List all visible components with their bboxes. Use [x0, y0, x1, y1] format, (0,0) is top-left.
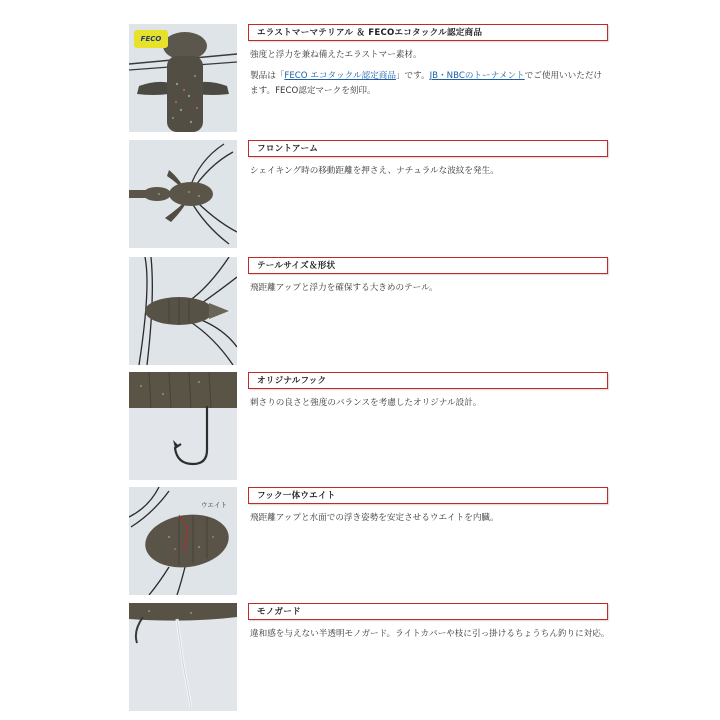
section-description — [250, 627, 610, 648]
section-title — [248, 24, 608, 41]
section-description — [250, 281, 610, 302]
section-description — [250, 48, 610, 105]
section-title — [248, 372, 608, 389]
text-fragment: 」です。 — [395, 71, 430, 81]
section-title-text: モノガード — [257, 607, 301, 617]
lure-material-image — [129, 24, 237, 132]
lure-mono-guard-image — [129, 603, 237, 711]
description-paragraph — [250, 69, 610, 99]
feature-row-elastomer — [129, 24, 609, 132]
section-title — [248, 257, 608, 274]
section-title-text: フロントアーム — [257, 144, 319, 154]
jb-nbc-tournament-link[interactable]: JB・NBCのトーナメント — [429, 71, 525, 81]
feature-row-hook — [129, 372, 609, 480]
section-title-text: オリジナルフック — [257, 376, 327, 386]
feco-certified-link[interactable]: FECO エコタックル認定商品 — [284, 71, 396, 81]
section-title — [248, 487, 608, 504]
text-fragment: でご使用いいただけます。FECO認定マークを刻印。 — [250, 71, 603, 96]
description-line: 強度と浮力を兼ね備えたエラストマー素材。 — [250, 50, 422, 60]
lure-front-arm-image — [129, 140, 237, 248]
section-title — [248, 140, 608, 157]
feature-row-weight — [129, 487, 609, 595]
lure-weight-image — [129, 487, 237, 595]
section-title — [248, 603, 608, 620]
section-title-text: フック一体ウエイト — [257, 491, 336, 501]
description-line: 飛距離アップと浮力を確保する大きめのテール。 — [250, 283, 438, 293]
description-line: 飛距離アップと水面での浮き姿勢を安定させるウエイトを内臓。 — [250, 513, 499, 523]
section-description — [250, 511, 610, 532]
weight-callout-label: ウエイト — [201, 501, 227, 509]
lure-hook-image — [129, 372, 237, 480]
text-fragment: 製品は「 — [250, 71, 285, 81]
section-description — [250, 164, 610, 185]
description-line: 刺さりの良さと強度のバランスを考慮したオリジナル設計。 — [250, 398, 482, 408]
feco-logo-badge: FECO — [134, 30, 168, 48]
feature-row-front-arm — [129, 140, 609, 248]
section-title-text: エラストマーマテリアル ＆ FECOエコタックル認定商品 — [257, 28, 483, 38]
lure-tail-image — [129, 257, 237, 365]
feature-row-tail — [129, 257, 609, 365]
section-description — [250, 396, 610, 417]
section-title-text: テールサイズ＆形状 — [257, 261, 336, 271]
description-line: シェイキング時の移動距離を押さえ、ナチュラルな波紋を発生。 — [250, 166, 499, 176]
feature-row-mono-guard — [129, 603, 609, 711]
description-line: 違和感を与えない半透明モノガード。ライトカバーや枝に引っ掛けるちょうちん釣りに対応。 — [250, 629, 610, 639]
